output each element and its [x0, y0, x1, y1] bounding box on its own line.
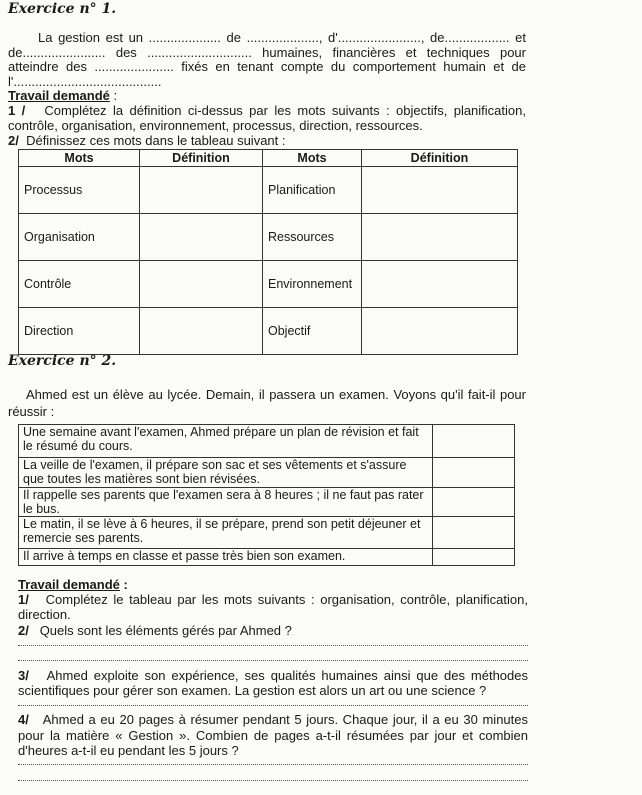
word-cell: Environnement	[263, 261, 362, 308]
ex2-question-2	[18, 624, 528, 639]
table-row	[19, 425, 515, 458]
ex2-question-1	[18, 593, 528, 622]
answer-cell[interactable]	[433, 517, 515, 549]
table-row	[19, 214, 518, 261]
question-text: Ahmed exploite son expérience, ses qualités humaines ainsi que des méthodes scientifiques pour gérer son examen. La gestion est alors un art ou une science ?	[18, 668, 528, 698]
definition-cell[interactable]	[362, 261, 518, 308]
definition-cell[interactable]	[362, 308, 518, 355]
ex1-question-1	[8, 104, 526, 133]
definition-cell[interactable]	[140, 261, 263, 308]
word-cell: Objectif	[263, 308, 362, 355]
exercise-1-title: Exercice n° 1.	[8, 1, 117, 17]
word-cell: Contrôle	[19, 261, 140, 308]
step-cell: Il arrive à temps en classe et passe très bien son examen.	[19, 549, 433, 566]
word-cell: Direction	[19, 308, 140, 355]
question-number: 1 /	[8, 103, 26, 118]
step-cell: Une semaine avant l'examen, Ahmed prépare un plan de révision et fait le résumé du cours.	[19, 425, 433, 458]
header-definition: Définition	[140, 150, 263, 167]
answer-line[interactable]	[18, 660, 528, 661]
word-cell: Ressources	[263, 214, 362, 261]
answer-line[interactable]	[18, 705, 528, 706]
table-row	[19, 549, 515, 566]
question-text: Définissez ces mots dans le tableau suivant :	[26, 133, 286, 148]
question-text: Complétez le tableau par les mots suivants : organisation, contrôle, planification, direction.	[18, 592, 528, 622]
table-row	[19, 458, 515, 488]
definition-cell[interactable]	[140, 214, 263, 261]
word-cell: Organisation	[19, 214, 140, 261]
answer-cell[interactable]	[433, 425, 515, 458]
travail-suffix: :	[119, 577, 128, 592]
definition-cell[interactable]	[362, 167, 518, 214]
definitions-table	[18, 149, 518, 355]
table-row	[19, 517, 515, 549]
step-cell: Le matin, il se lève à 6 heures, il se prépare, prend son petit déjeuner et remercie ses parents.	[19, 517, 433, 549]
word-cell: Planification	[263, 167, 362, 214]
ex2-intro: Ahmed est un élève au lycée. Demain, il passera un examen. Voyons qu'il fait-il pour réussir :	[8, 387, 526, 419]
table-row	[19, 167, 518, 214]
definition-cell[interactable]	[140, 308, 263, 355]
exercise-2-title: Exercice n° 2.	[8, 353, 117, 369]
table-row	[19, 487, 515, 517]
header-mots: Mots	[19, 150, 140, 167]
definition-paragraph: La gestion est un .................... de ...................., d'......................., de.................. et de....................... des ............................. humaines, financières et techniques pour atteindre des ...................... fixés en tenant compte du comportement humain et de l'.........................................	[8, 30, 526, 89]
travail-label: Travail demandé	[18, 577, 120, 592]
question-number: 3/	[18, 668, 29, 683]
question-number: 4/	[18, 712, 29, 727]
ex2-question-4	[18, 712, 528, 759]
steps-table	[18, 424, 515, 566]
question-text: Complétez la définition ci-dessus par les mots suivants : objectifs, planification, contrôle, organisation, environnement, processus, direction, ressources.	[8, 103, 526, 133]
travail-heading-2	[18, 578, 528, 593]
header-definition: Définition	[362, 150, 518, 167]
question-number: 1/	[18, 592, 29, 607]
ex2-question-3	[18, 669, 528, 698]
word-cell: Processus	[19, 167, 140, 214]
question-text: Quels sont les éléments gérés par Ahmed ?	[39, 623, 292, 638]
answer-line[interactable]	[18, 645, 528, 646]
step-cell: La veille de l'examen, il prépare son sac et ses vêtements et s'assure que toutes les matières sont bien révisées.	[19, 458, 433, 488]
definition-cell[interactable]	[140, 167, 263, 214]
question-text: Ahmed a eu 20 pages à résumer pendant 5 jours. Chaque jour, il a eu 30 minutes pour la matière « Gestion ». Combien de pages a-t-il résumées par jour et combien d'heures a-t-il eu pendant les 5 jours ?	[18, 712, 528, 758]
answer-cell[interactable]	[433, 549, 515, 566]
header-mots: Mots	[263, 150, 362, 167]
answer-line[interactable]	[18, 764, 528, 765]
question-number: 2/	[18, 623, 29, 638]
ex1-question-2	[8, 134, 526, 149]
answer-cell[interactable]	[433, 458, 515, 488]
travail-label: Travail demandé	[8, 88, 110, 103]
table-row	[19, 261, 518, 308]
table-row	[19, 308, 518, 355]
answer-cell[interactable]	[433, 487, 515, 517]
answer-line[interactable]	[18, 780, 528, 781]
travail-suffix: :	[109, 88, 118, 103]
question-number: 2/	[8, 133, 19, 148]
step-cell: Il rappelle ses parents que l'examen sera à 8 heures ; il ne faut pas rater le bus.	[19, 487, 433, 517]
definition-cell[interactable]	[362, 214, 518, 261]
travail-heading-1	[8, 89, 526, 104]
